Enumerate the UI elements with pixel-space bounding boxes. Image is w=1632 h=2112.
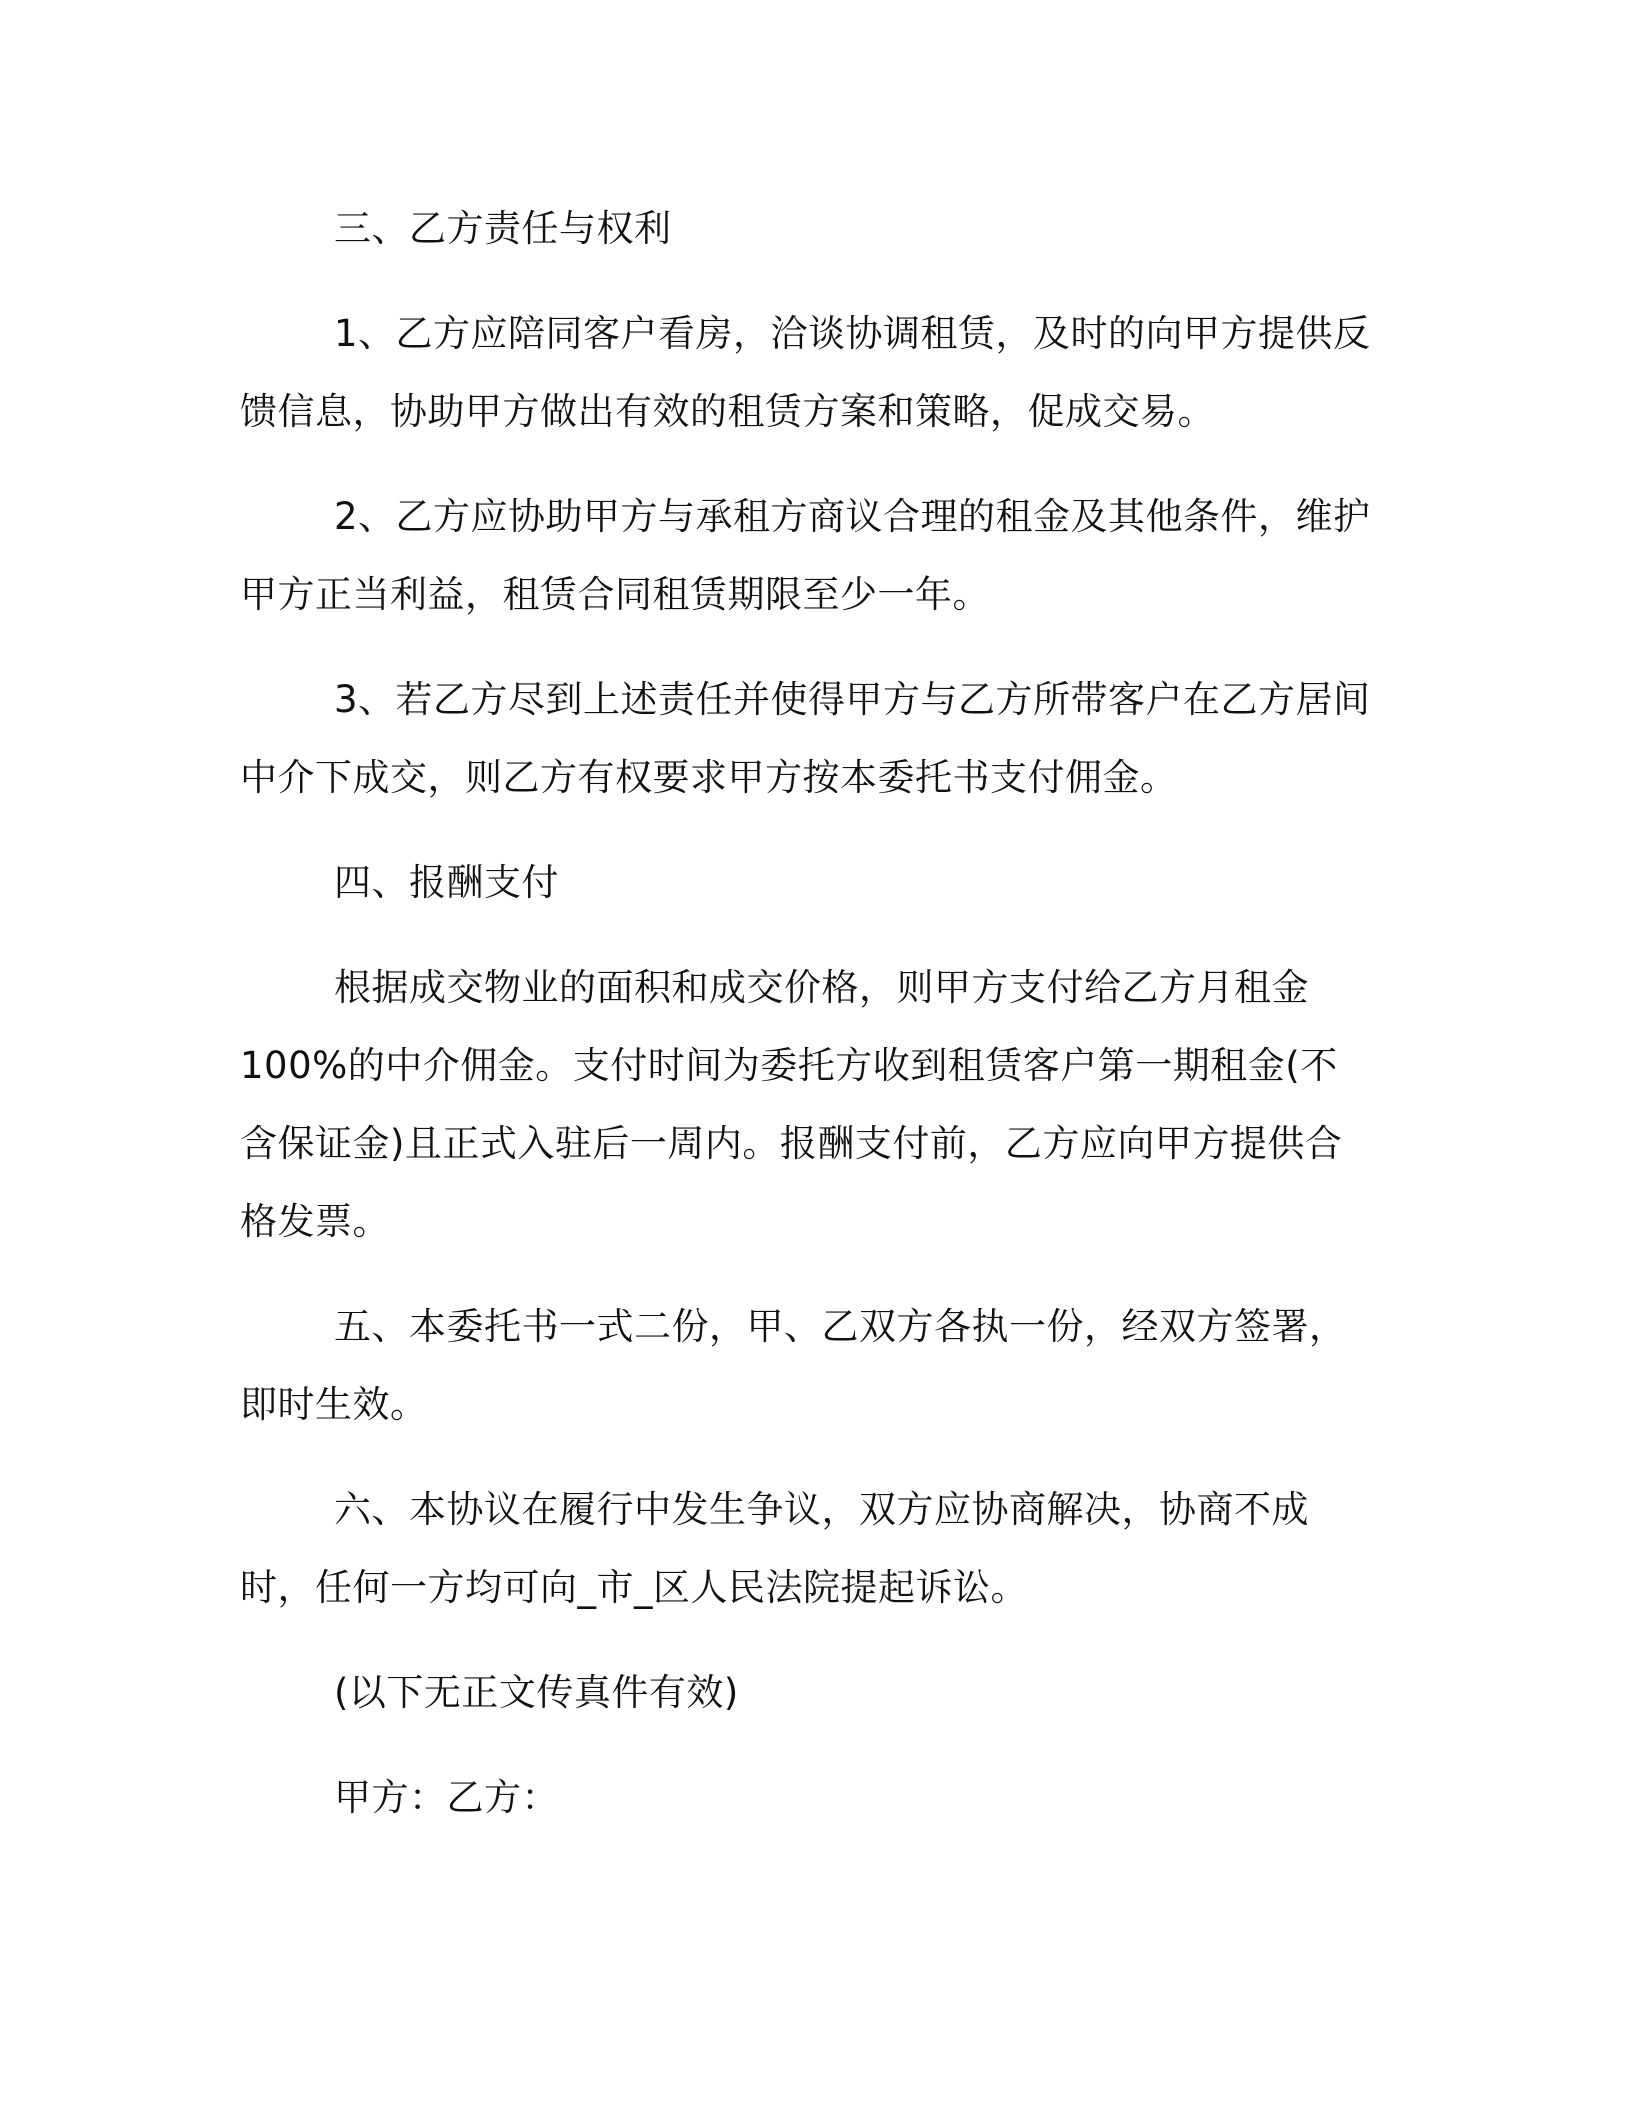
responsibility-item-2: 2、乙方应协助甲方与承租方商议合理的租金及其他条件，维护甲方正当利益，租赁合同租赁期限至少一年。 — [240, 495, 1371, 616]
section-five-paragraph: 五、本委托书一式二份，甲、乙双方各执一份，经双方签署，即时生效。 — [240, 1305, 1347, 1426]
section-three-heading: 三、乙方责任与权利 — [334, 207, 672, 250]
no-further-text-note: (以下无正文传真件有效) — [334, 1671, 739, 1714]
payment-paragraph: 根据成交物业的面积和成交价格，则甲方支付给乙方月租金100%的中介佣金。支付时间为委托方收到租赁客户第一期租金(不含保证金)且正式入驻后一周内。报酬支付前，乙方应向甲方提供合格发票。 — [240, 966, 1343, 1243]
section-six-paragraph: 六、本协议在履行中发生争议，双方应协商解决，协商不成时，任何一方均可向_市_区人民法院提起诉讼。 — [240, 1488, 1309, 1609]
signature-line: 甲方：乙方： — [334, 1776, 559, 1819]
responsibility-item-1: 1、乙方应陪同客户看房，洽谈协调租赁，及时的向甲方提供反馈信息，协助甲方做出有效的租赁方案和策略，促成交易。 — [240, 312, 1371, 433]
section-four-heading: 四、报酬支付 — [334, 861, 559, 904]
responsibility-item-3: 3、若乙方尽到上述责任并使得甲方与乙方所带客户在乙方居间中介下成交，则乙方有权要求甲方按本委托书支付佣金。 — [240, 678, 1371, 799]
document-body — [240, 190, 1375, 1837]
